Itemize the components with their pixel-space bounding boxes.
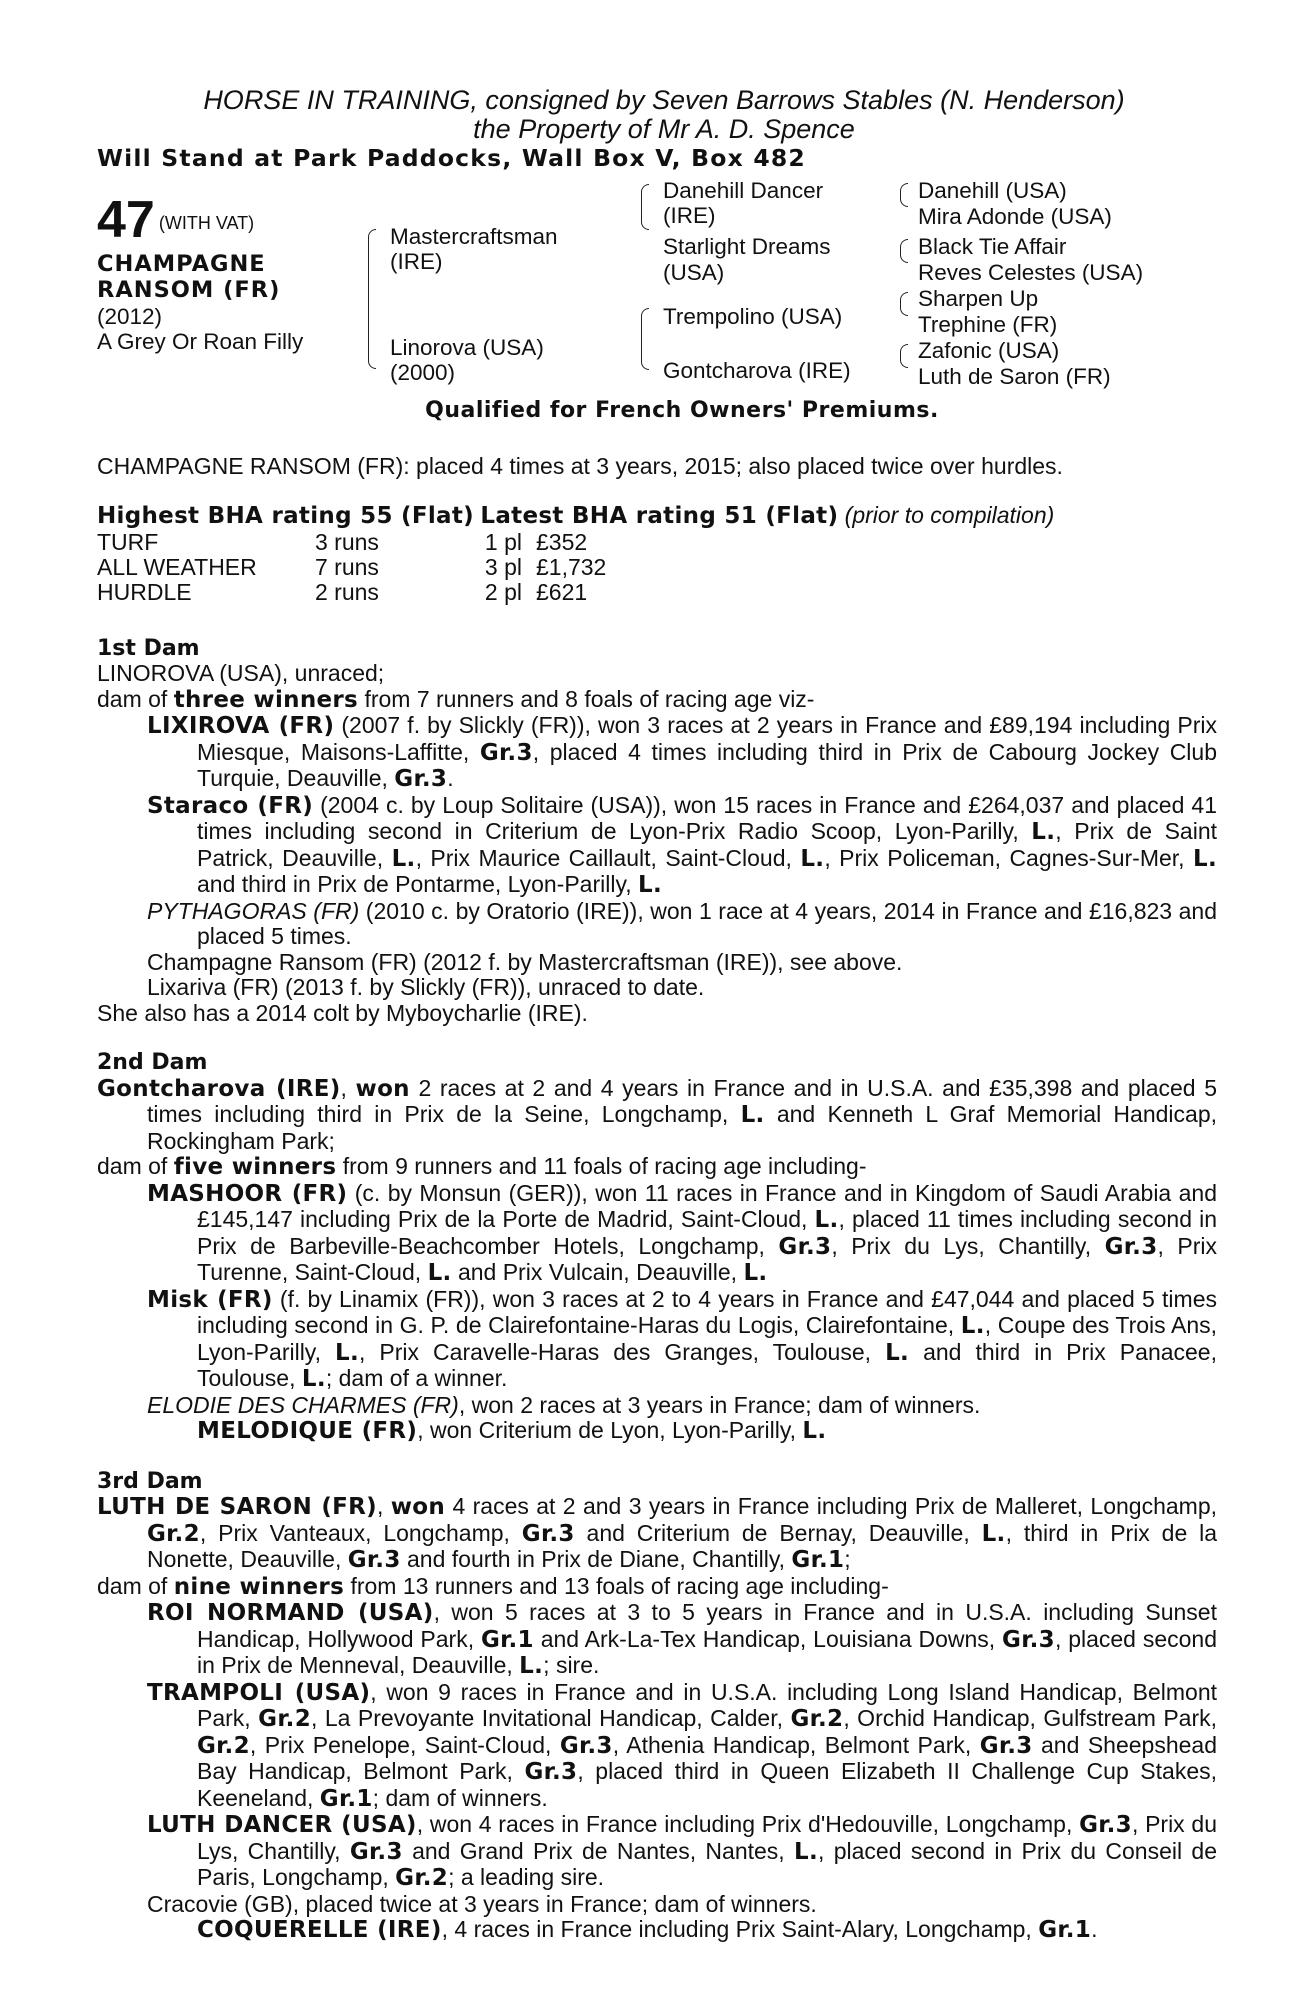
first-dam-intro: LINOROVA (USA), unraced; — [97, 660, 385, 686]
dsd: Trephine (FR) — [918, 311, 1058, 337]
ss-brace — [900, 183, 908, 207]
stand-line: Will Stand at Park Paddocks, Wall Box V, Box 482 — [97, 144, 806, 172]
dam-name: Linorova (USA) — [390, 334, 544, 360]
record-prize: £1,732 — [536, 553, 607, 580]
record-placed: 3 pl — [484, 553, 522, 580]
lot-name-line2: RANSOM (FR) — [97, 276, 281, 303]
grand-progeny-entry: COQUERELLE (IRE), 4 races in France including Prix Saint-Alary, Longchamp, Gr.1. — [197, 1916, 1098, 1943]
record-prize: £621 — [536, 578, 588, 605]
qualified-note: Qualified for French Owners' Premiums. — [425, 397, 939, 423]
dam-year: (2000) — [390, 359, 456, 385]
dam-sire: Trempolino (USA) — [663, 303, 843, 329]
sire-brace — [641, 184, 649, 230]
progeny-entry: LIXIROVA (FR) (2007 f. by Slickly (FR)), won 3 races at 2 years in France and £89,194 including Prix Miesque, Maisons-Laffitte, Gr.3, placed 4 times including third in Prix de Cabourg Jockey Club Turquie, Deauville, Gr.3. — [147, 712, 1217, 792]
record-runs: 2 runs — [315, 578, 379, 605]
record-surface: TURF — [97, 528, 159, 555]
lot-number: 47 — [97, 190, 155, 249]
record-row — [97, 555, 1217, 580]
progeny-entry: Lixariva (FR) (2013 f. by Slickly (FR)), unraced to date. — [147, 974, 705, 1000]
third-dam-title: 3rd Dam — [97, 1468, 203, 1494]
progeny-entry: ELODIE DES CHARMES (FR), won 2 races at 3 years in France; dam of winners. — [147, 1391, 981, 1418]
progeny-entry: Staraco (FR) (2004 c. by Loup Solitaire (USA)), won 15 races in France and £264,037 and placed 41 times including second in Criterium de Lyon-Prix Radio Scoop, Lyon-Parilly, L., Prix de Saint Patrick, Deauville, L., Prix Maurice Caillault, Saint-Cloud, L., Prix Policeman, Cagnes-Sur-Mer, L. and third in Prix de Pontarme, Lyon-Parilly, L. — [147, 791, 1217, 898]
first-dam-also: She also has a 2014 colt by Myboycharlie (IRE). — [97, 999, 588, 1026]
second-dam-produce: dam of five winners from 9 runners and 11 foals of racing age including- — [97, 1153, 867, 1180]
latest-rating: Latest BHA rating 51 (Flat) — [480, 503, 839, 529]
third-dam-record: LUTH DE SARON (FR), won 4 races at 2 and 3 years in France including Prix de Malleret, Longchamp, Gr.2, Prix Vanteaux, Longchamp, Gr.3 and Criterium de Bernay, Deauville, L., third in Prix de la Nonette, Deauville, Gr.3 and fourth in Prix de Diane, Chantilly, Gr.1; — [97, 1493, 1218, 1573]
first-dam-produce: dam of three winners from 7 runners and 8 foals of racing age viz- — [97, 685, 815, 713]
ds-brace — [900, 292, 908, 316]
third-dam-section — [97, 1494, 1217, 1944]
pedigree-table — [97, 174, 1217, 436]
sds: Black Tie Affair — [918, 233, 1067, 259]
ddd: Luth de Saron (FR) — [918, 363, 1111, 389]
dam-brace — [641, 308, 649, 370]
progeny-entry: PYTHAGORAS (FR) (2010 c. by Oratorio (IRE)), won 1 race at 4 years, 2014 in France and £16,823 and placed 5 times. — [147, 897, 1217, 949]
progeny-entry: MASHOOR (FR) (c. by Monsun (GER)), won 11 races in France and in Kingdom of Saudi Arabia and £145,147 including Prix de la Porte de Madrid, Saint-Cloud, L., placed 11 times including second in Prix de Barbeville-Beachcomber Hotels, Longchamp, Gr.3, Prix du Lys, Chantilly, Gr.3, Prix Turenne, Saint-Cloud, L. and Prix Vulcain, Deauville, L. — [147, 1179, 1217, 1286]
record-row — [97, 580, 1217, 605]
progeny-entry: LUTH DANCER (USA), won 4 races in France including Prix d'Hedouville, Longchamp, Gr.3, Prix du Lys, Chantilly, Gr.3 and Grand Prix de Nantes, Nantes, L., placed second in Prix du Conseil de Paris, Longchamp, Gr.2; a leading sire. — [147, 1811, 1217, 1891]
lot-description: A Grey Or Roan Filly — [97, 328, 304, 354]
first-dam-title: 1st Dam — [97, 635, 200, 661]
record-prize: £352 — [536, 528, 588, 555]
first-dam-section — [97, 661, 1217, 1026]
progeny-entry: ROI NORMAND (USA), won 5 races at 3 to 5 years in France and in U.S.A. including Sunset Handicap, Hollywood Park, Gr.1 and Ark-La-Tex Handicap, Louisiana Downs, Gr.3, placed second in Prix de Menneval, Deauville, L.; sire. — [147, 1599, 1217, 1679]
record-runs: 3 runs — [315, 528, 379, 555]
sire-dam: Starlight Dreams — [663, 233, 831, 259]
record-surface: HURDLE — [97, 578, 192, 605]
consignor-line: HORSE IN TRAINING, consigned by Seven Barrows Stables (N. Henderson) — [203, 85, 1125, 115]
sss: Danehill (USA) — [918, 177, 1067, 203]
sdd: Reves Celestes (USA) — [918, 259, 1144, 285]
second-dam-title: 2nd Dam — [97, 1050, 208, 1075]
record-placed: 1 pl — [484, 528, 522, 555]
dd-brace — [900, 344, 908, 368]
sire-dam-country: (USA) — [663, 259, 725, 285]
catalogue-entry — [97, 86, 1217, 1944]
highest-rating: Highest BHA rating 55 (Flat) — [97, 503, 474, 529]
third-dam-produce: dam of nine winners from 13 runners and 13 foals of racing age including- — [97, 1572, 889, 1600]
summary-line: CHAMPAGNE RANSOM (FR): placed 4 times at 3 years, 2015; also placed twice over hurdles. — [97, 452, 1063, 479]
ratings-note: (prior to compilation) — [844, 502, 1055, 528]
sire-country: (IRE) — [390, 248, 443, 274]
dam-dam: Gontcharova (IRE) — [663, 357, 851, 383]
record-table — [97, 530, 1217, 605]
progeny-entry: TRAMPOLI (USA), won 9 races in France and in U.S.A. including Long Island Handicap, Belmont Park, Gr.2, La Prevoyante Invitational Handicap, Calder, Gr.2, Orchid Handicap, Gulfstream Park, Gr.2, Prix Penelope, Saint-Cloud, Gr.3, Athenia Handicap, Belmont Park, Gr.3 and Sheepshead Bay Handicap, Belmont Park, Gr.3, placed third in Queen Elizabeth II Challenge Cup Stakes, Keeneland, Gr.1; dam of winners. — [147, 1678, 1218, 1812]
lot-name-line1: CHAMPAGNE — [97, 250, 266, 277]
progeny-entry: Misk (FR) (f. by Linamix (FR)), won 3 races at 2 to 4 years in France and £47,044 and placed 5 times including second in G. P. de Clairefontaine-Haras du Logis, Clairefontaine, L., Coupe des Trois Ans, Lyon-Parilly, L., Prix Caravelle-Haras des Granges, Toulouse, L. and third in Prix Panacee, Toulouse, L.; dam of a winner. — [147, 1285, 1217, 1392]
sire-sire: Danehill Dancer — [663, 177, 824, 203]
dds: Zafonic (USA) — [918, 337, 1060, 363]
second-dam-record: Gontcharova (IRE), won 2 races at 2 and 4 years in France and in U.S.A. and £35,398 and placed 5 times including third in Prix de la Seine, Longchamp, L. and Kenneth L Graf Memorial Handicap, Rockingham Park; — [97, 1074, 1217, 1154]
lot-vat: (WITH VAT) — [158, 212, 255, 233]
record-runs: 7 runs — [315, 553, 379, 580]
progeny-entry: Cracovie (GB), placed twice at 3 years in France; dam of winners. — [147, 1890, 817, 1917]
sire-name: Mastercraftsman — [390, 223, 558, 249]
progeny-entry: Champagne Ransom (FR) (2012 f. by Mastercraftsman (IRE)), see above. — [147, 948, 903, 975]
dss: Sharpen Up — [918, 285, 1039, 311]
ratings-line — [97, 503, 1217, 530]
record-placed: 2 pl — [484, 578, 522, 605]
grand-progeny-entry: MELODIQUE (FR), won Criterium de Lyon, Lyon-Parilly, L. — [197, 1417, 827, 1444]
ssd: Mira Adonde (USA) — [918, 203, 1112, 229]
generation-brace — [368, 229, 376, 369]
sd-brace — [900, 239, 908, 263]
record-surface: ALL WEATHER — [97, 553, 257, 580]
lot-number-block — [97, 190, 255, 249]
second-dam-section — [97, 1076, 1217, 1445]
record-row — [97, 530, 1217, 555]
sire-sire-country: (IRE) — [663, 202, 716, 228]
property-line: the Property of Mr A. D. Spence — [473, 114, 855, 144]
lot-year: (2012) — [97, 303, 163, 329]
